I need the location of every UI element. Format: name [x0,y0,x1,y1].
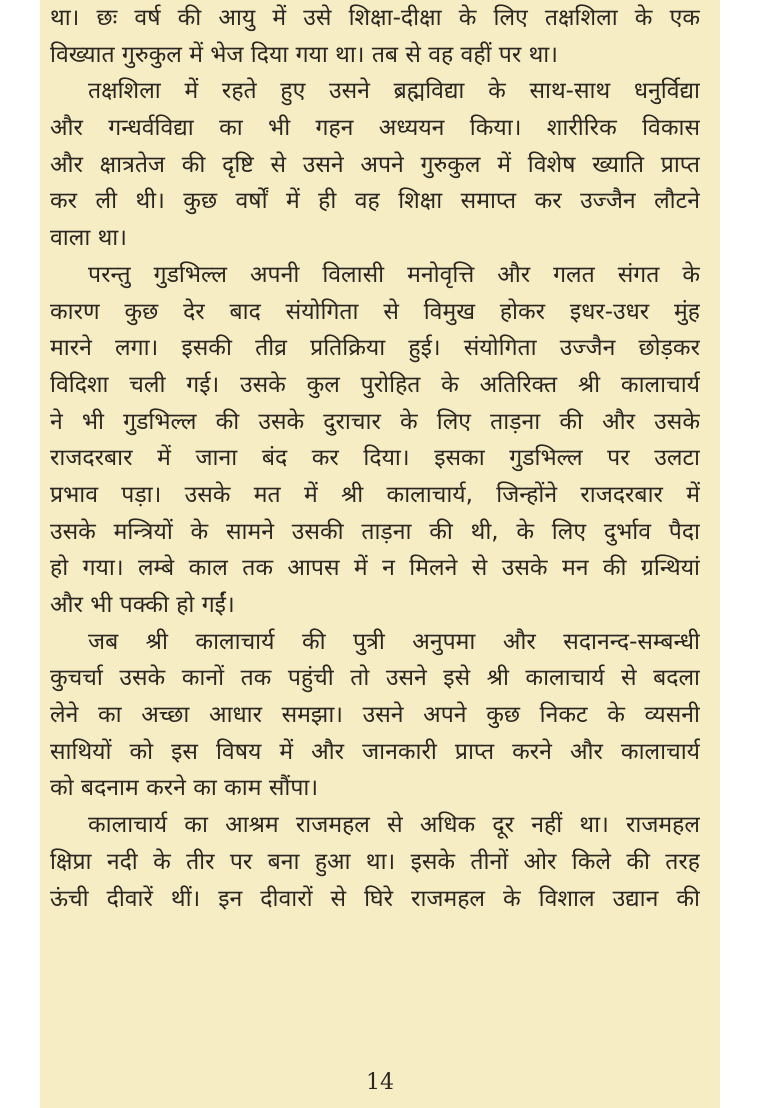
text-line: और गन्धर्वविद्या का भी गहन अध्ययन किया। शारीरिक विकास [50,115,700,142]
text-line: लेने का अच्छा आधार समझा। उसने अपने कुछ निकट के व्यसनी [50,702,700,729]
text-line: मारने लगा। इसकी तीव्र प्रतिक्रिया हुई। संयोगिता उज्जैन छोड़कर [50,335,700,362]
text-line: कारण कुछ देर बाद संयोगिता से विमुख होकर इधर-उधर मुंह [50,298,700,325]
text-line: ऊंची दीवारें थीं। इन दीवारों से घिरे राजमहल के विशाल उद्यान की [50,885,700,912]
text-line: विदिशा चली गई। उसके कुल पुरोहित के अतिरिक्त श्री कालाचार्य [50,371,700,398]
text-line: कर ली थी। कुछ वर्षों में ही वह शिक्षा समाप्त कर उज्जैन लौटने [50,188,700,215]
text-line: था। छः वर्ष की आयु में उसे शिक्षा-दीक्षा के लिए तक्षशिला के एक [50,5,700,31]
text-line: जब श्री कालाचार्य की पुत्री अनुपमा और सदानन्द-सम्बन्धी [88,628,700,655]
text-line: तक्षशिला में रहते हुए उसने ब्रह्मविद्या के साथ-साथ धनुर्विद्या [88,78,700,105]
text-line: परन्तु गुडभिल्ल अपनी विलासी मनोवृत्ति और गलत संगत के [88,261,700,288]
text-line: को बदनाम करने का काम सौंपा। [50,775,319,802]
page-number: 14 [366,1070,394,1095]
text-line: और क्षात्रतेज की दृष्टि से उसने अपने गुरुकुल में विशेष ख्याति प्राप्त [50,151,700,178]
text-line: वाला था। [50,225,127,252]
text-line: और भी पक्की हो गईं। [50,592,235,618]
text-line: ने भी गुडभिल्ल की उसके दुराचार के लिए ताड़ना की और उसके [50,408,700,435]
text-line: कालाचार्य का आश्रम राजमहल से अधिक दूर नहीं था। राजमहल [88,812,700,839]
text-line: कुचर्चा उसके कानों तक पहुंची तो उसने इसे श्री कालाचार्य से बदला [50,665,700,692]
text-line: उसके मन्त्रियों के सामने उसकी ताड़ना की थी, के लिए दुर्भाव पैदा [50,518,700,545]
text-line: क्षिप्रा नदी के तीर पर बना हुआ था। इसके तीनों ओर किले की तरह [50,848,700,875]
book-page [40,0,720,1108]
text-line: साथियों को इस विषय में और जानकारी प्राप्त करने और कालाचार्य [50,738,700,765]
text-line: हो गया। लम्बे काल तक आपस में न मिलने से उसके मन की ग्रन्थियां [50,555,700,582]
body-text [50,0,700,917]
text-line: विख्यात गुरुकुल में भेज दिया गया था। तब से वह वहीं पर था। [50,41,558,68]
text-line: प्रभाव पड़ा। उसके मत में श्री कालाचार्य, जिन्होंने राजदरबार में [50,481,700,508]
text-line: राजदरबार में जाना बंद कर दिया। इसका गुडभिल्ल पर उलटा [50,445,700,472]
